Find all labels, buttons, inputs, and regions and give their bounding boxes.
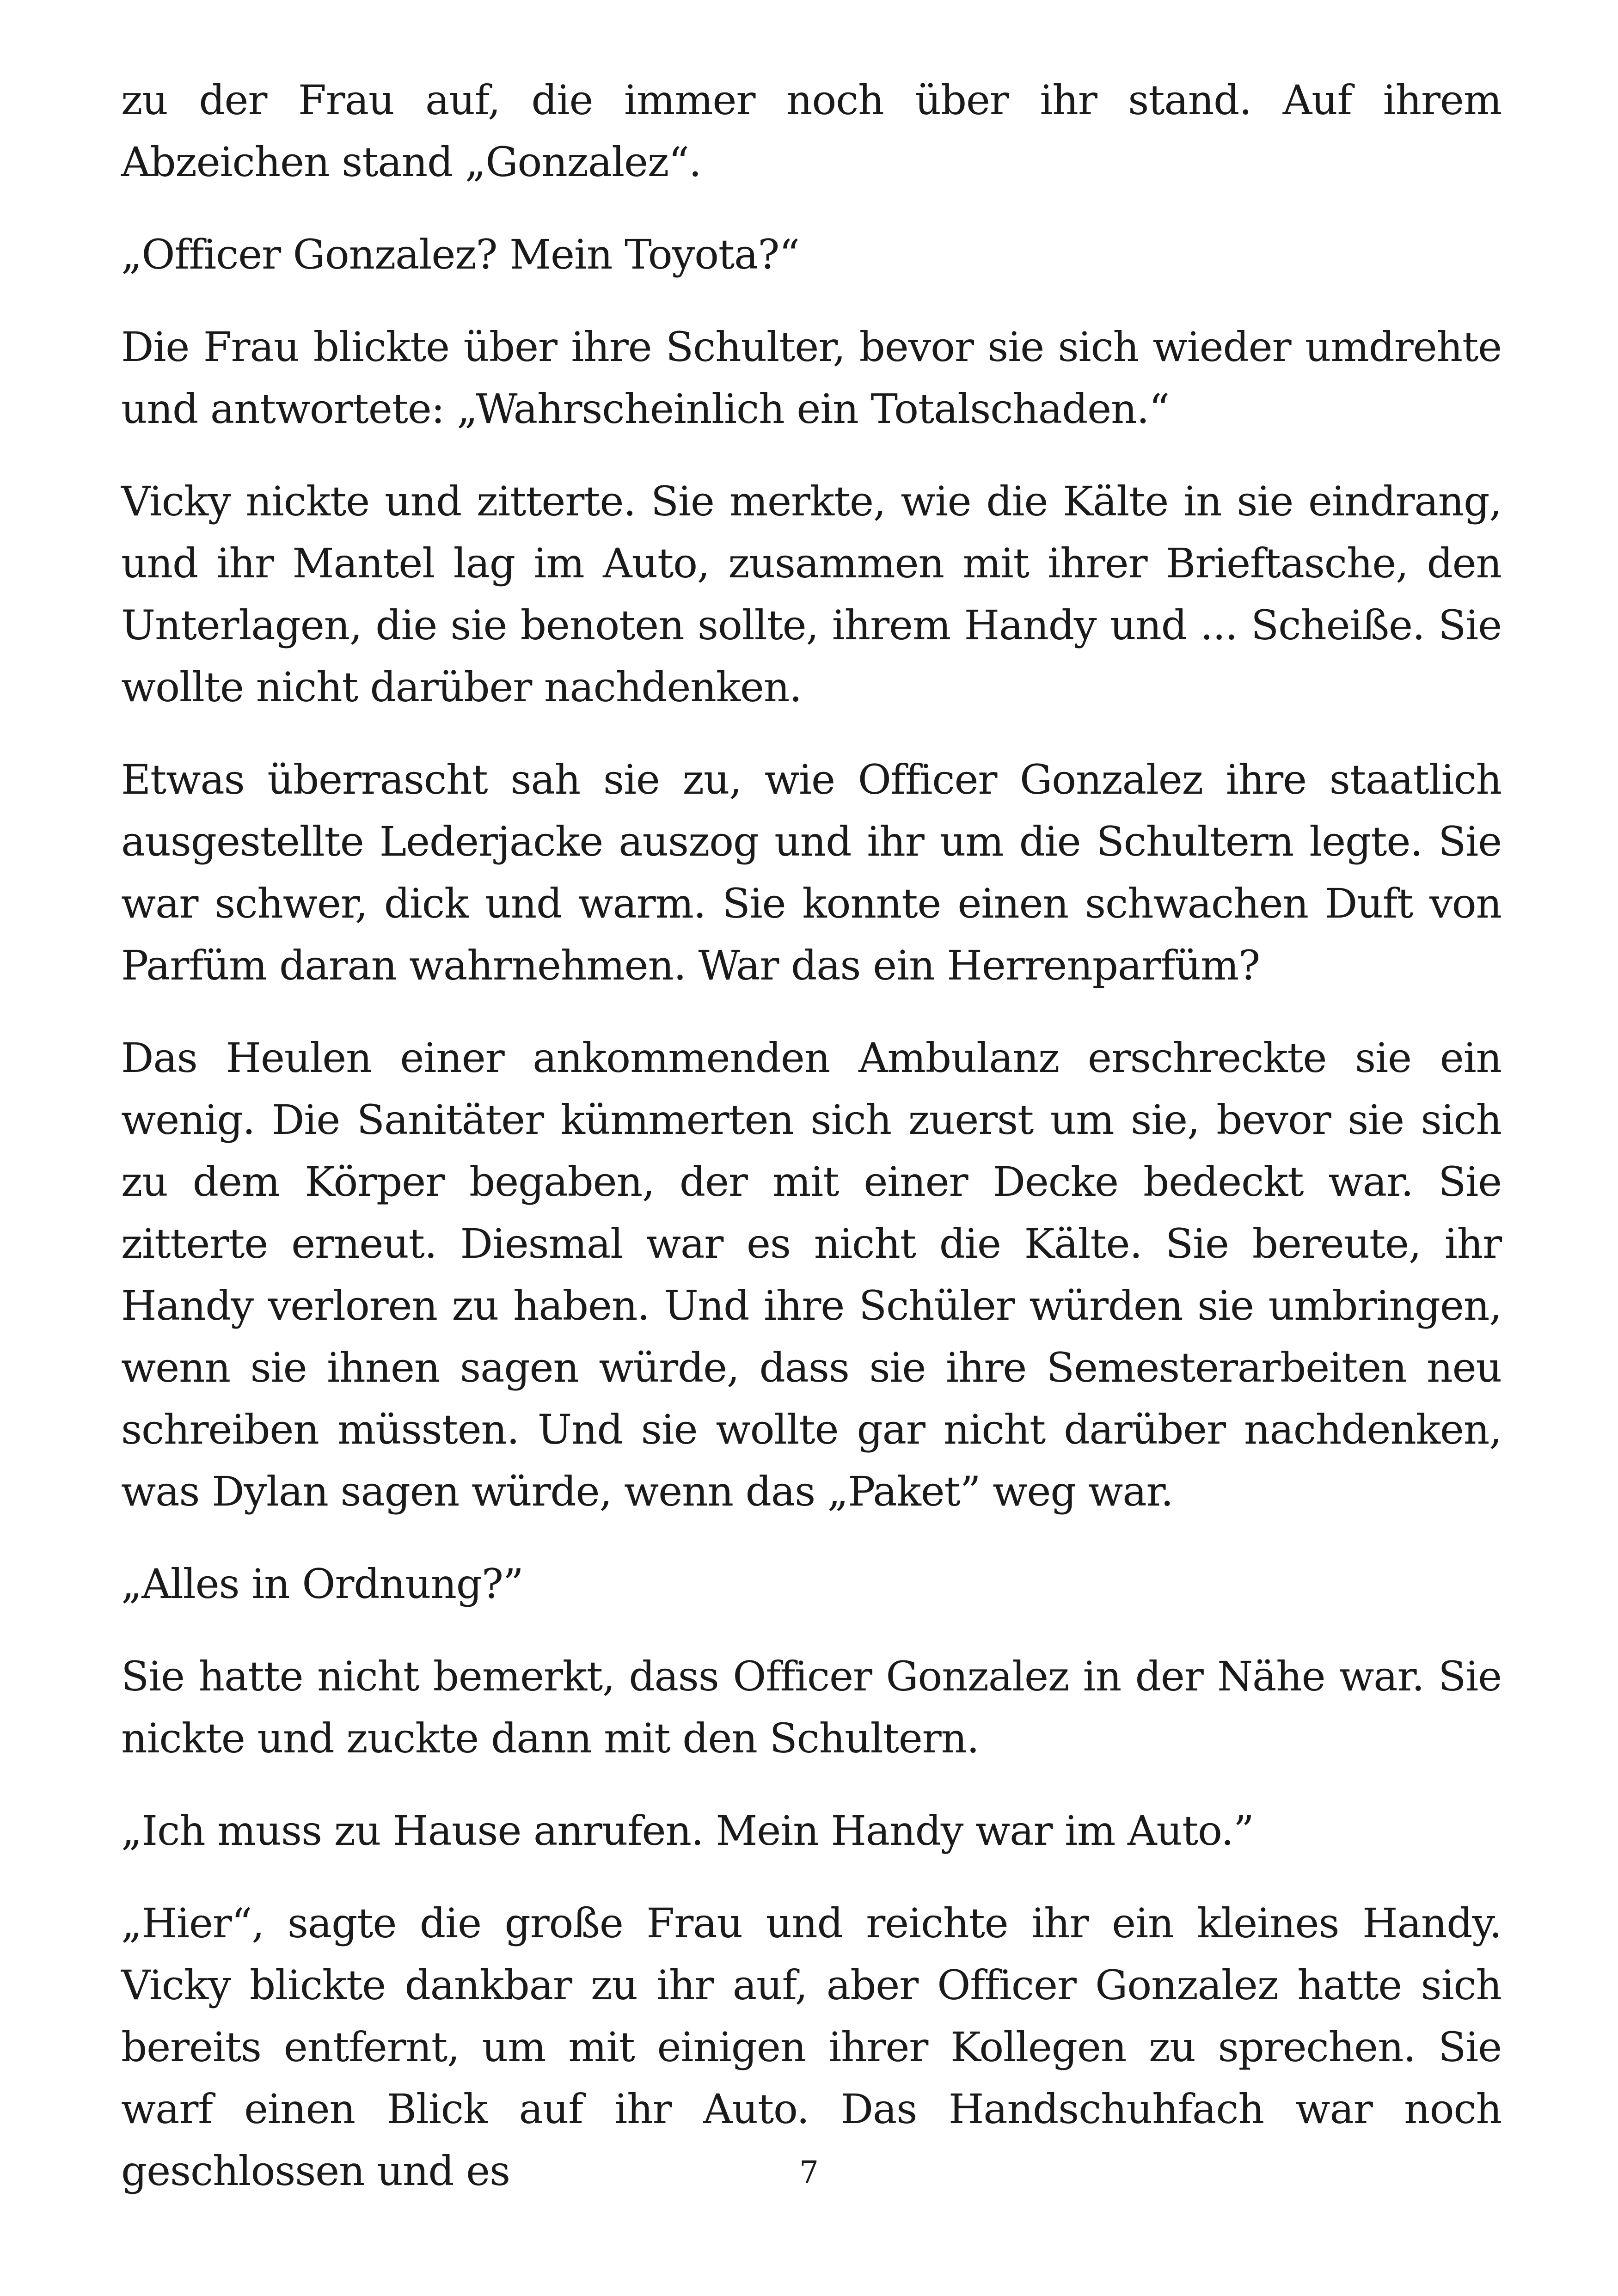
paragraph-1: zu der Frau auf, die immer noch über ihr stand. Auf ihrem Abzeichen stand „Gonzalez“. (121, 76, 1502, 186)
paragraph-4: Vicky nickte und zitterte. Sie merkte, wie die Kälte in sie eindrang, und ihr Mantel lag im Auto, zusammen mit ihrer Brieftasche, den Unterlagen, die sie benoten sollte, ihrem Handy und ... Scheiße. Sie wollte nicht darüber nachdenken. (121, 478, 1502, 711)
paragraph-7: „Alles in Ordnung?” (121, 1560, 523, 1608)
paragraph-2: „Officer Gonzalez? Mein Toyota?“ (121, 231, 800, 278)
paragraph-6: Das Heulen einer ankommenden Ambulanz erschreckte sie ein wenig. Die Sanitäter kümmerten sich zuerst um sie, bevor sie sich zu dem Körper begaben, der mit einer Decke bedeckt war. Sie zitterte erneut. Diesmal war es nicht die Kälte. Sie bereute, ihr Handy verloren zu haben. Und ihre Schüler würden sie umbringen, wenn sie ihnen sagen würde, dass sie ihre Semesterarbeiten neu schreiben müssten. Und sie wollte gar nicht darüber nachdenken, was Dylan sagen würde, wenn das „Paket” weg war. (121, 1034, 1502, 1515)
body-text (121, 69, 1502, 2202)
paragraph-8: Sie hatte nicht bemerkt, dass Officer Gonzalez in der Nähe war. Sie nickte und zuckte dann mit den Schultern. (121, 1653, 1502, 1762)
page-number: 7 (799, 2155, 819, 2190)
paragraph-9: „Ich muss zu Hause anrufen. Mein Handy war im Auto.” (121, 1807, 1254, 1855)
paragraph-3: Die Frau blickte über ihre Schulter, bevor sie sich wieder umdrehte und antwortete: „Wahrscheinlich ein Totalschaden.“ (121, 323, 1502, 433)
paragraph-10: „Hier“, sagte die große Frau und reichte ihr ein kleines Handy. Vicky blickte dankbar zu ihr auf, aber Officer Gonzalez hatte sich bereits entfernt, um mit einigen ihrer Kollegen zu sprechen. Sie warf einen Blick auf ihr Auto. Das Handschuhfach war noch geschlossen und es (121, 1899, 1502, 2195)
paragraph-5: Etwas überrascht sah sie zu, wie Officer Gonzalez ihre staatlich ausgestellte Lederjacke auszog und ihr um die Schultern legte. Sie war schwer, dick und warm. Sie konnte einen schwachen Duft von Parfüm daran wahrnehmen. War das ein Herrenparfüm? (121, 756, 1502, 989)
